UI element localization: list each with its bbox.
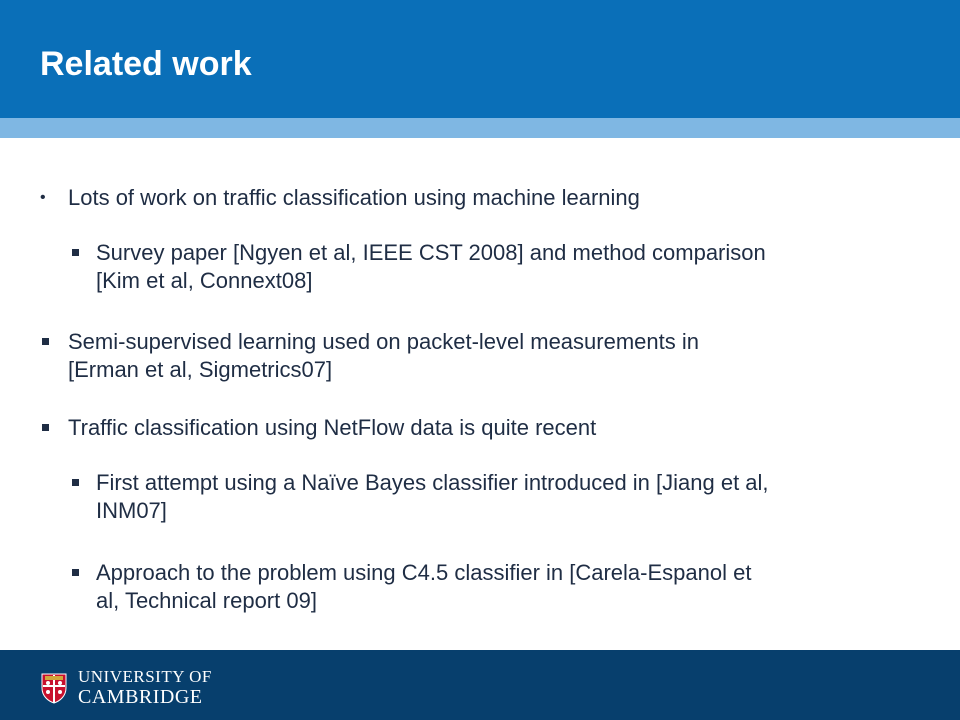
slide-footer <box>0 650 960 720</box>
bullet-item <box>40 328 900 384</box>
bullet-item <box>70 469 930 525</box>
bullet-square-icon <box>42 424 49 431</box>
university-crest-icon <box>40 672 68 704</box>
bullet-square-icon <box>72 249 79 256</box>
bullet-item <box>70 559 930 615</box>
bullet-text-line-2: [Erman et al, Sigmetrics07] <box>68 357 333 382</box>
bullet-text: Lots of work on traffic classification using machine learning <box>68 185 640 210</box>
logo-university-text: UNIVERSITY OF <box>78 667 212 686</box>
bullet-square-icon <box>42 338 49 345</box>
slide-title: Related work <box>40 45 252 83</box>
bullet-text-line-1: Survey paper [Ngyen et al, IEEE CST 2008] and method comparison <box>96 240 766 265</box>
bullet-text-line-1: Approach to the problem using C4.5 classifier in [Carela-Espanol et <box>96 560 752 585</box>
bullet-dot-icon: • <box>40 189 46 206</box>
bullet-item <box>40 184 900 212</box>
bullet-square-icon <box>72 569 79 576</box>
bullet-text-line-2: [Kim et al, Connext08] <box>96 268 313 293</box>
bullet-square-icon <box>72 479 79 486</box>
bullet-text-line-1: Semi-supervised learning used on packet-level measurements in <box>68 329 699 354</box>
bullet-item <box>70 239 930 295</box>
bullet-text: Traffic classification using NetFlow data is quite recent <box>68 415 597 440</box>
bullet-item <box>40 414 900 442</box>
bullet-text-line-2: INM07] <box>96 498 167 523</box>
bullet-text-line-1: First attempt using a Naïve Bayes classifier introduced in [Jiang et al, <box>96 470 769 495</box>
logo-cambridge-text: CAMBRIDGE <box>78 686 203 708</box>
bullet-text-line-2: al, Technical report 09] <box>96 588 317 613</box>
